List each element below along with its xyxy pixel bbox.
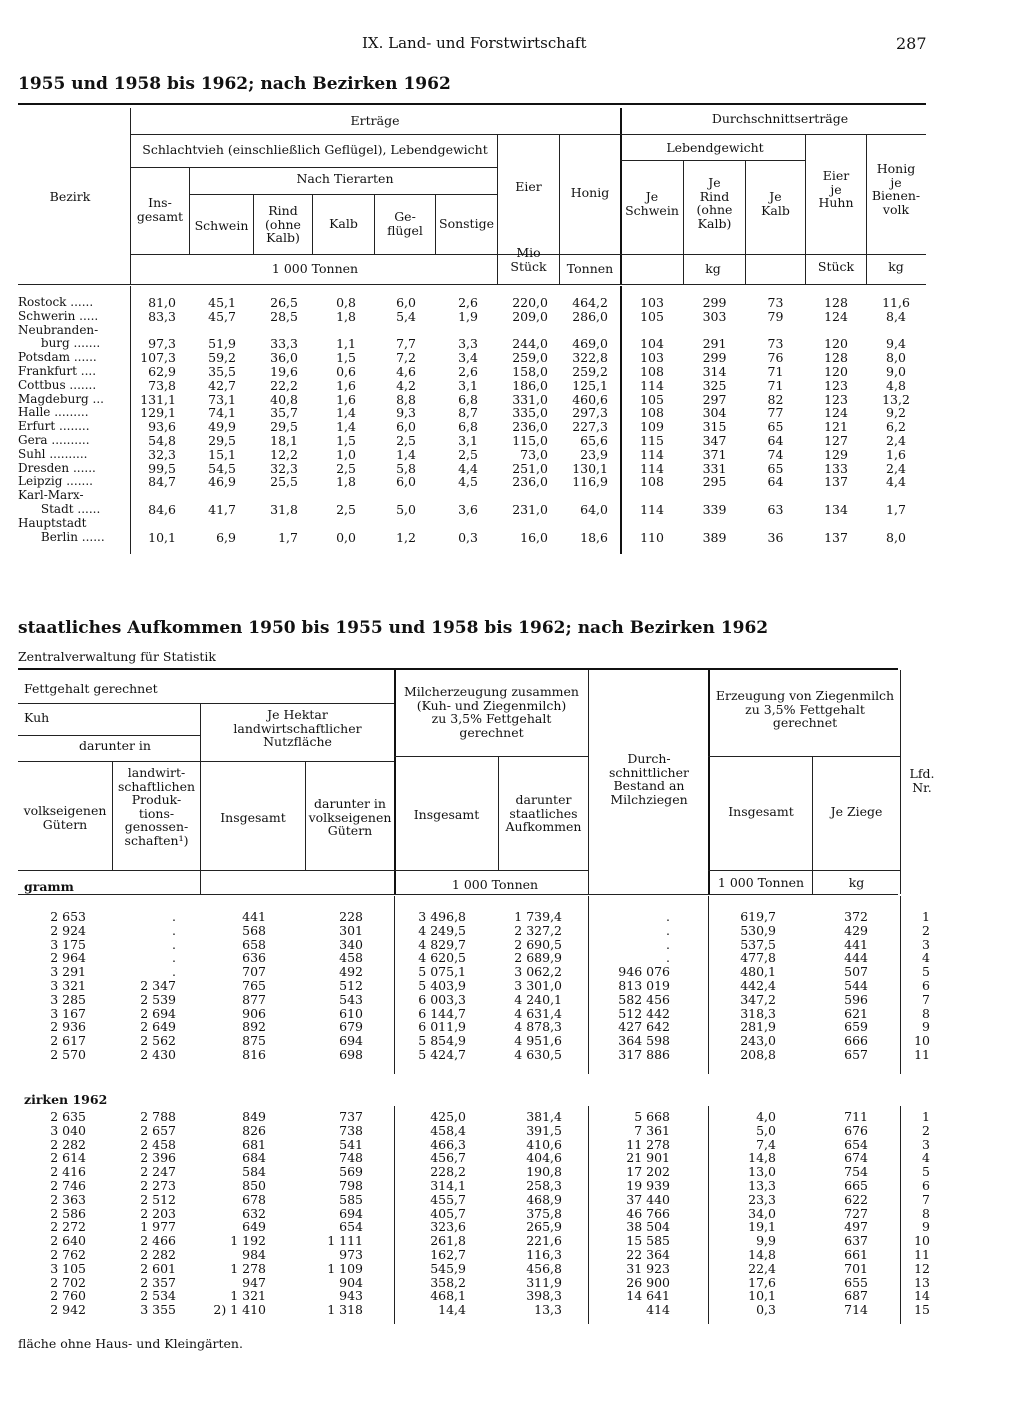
col-staatliches-aufkommen: darunter staatliches Aufkommen [505, 792, 582, 834]
years-kuh-values: 2 653 2 924 3 175 2 964 3 291 3 321 3 285 3 167 2 936 2 617 2 570 [50, 909, 86, 1062]
section-bezirke-1962: zirken 1962 [24, 1092, 108, 1107]
col-je-rind-values: 299 303 291 299 314 325 297 304 315 347 371 331 295 339 389 [702, 295, 727, 545]
districts-je-ha-values: 849 826 681 684 584 850 678 632 649 1 192 984 1 278 947 1 321 2) 1 410 [213, 1109, 266, 1318]
col-gefluegel: Ge- flügel [387, 209, 423, 238]
table2-top-rule [18, 668, 898, 670]
years-bestand-values: . . . . 946 076 813 019 582 456 512 442 427 642 364 598 317 886 [618, 909, 670, 1062]
years-milch-values: 3 496,8 4 249,5 4 829,7 4 620,5 5 075,1 5 403,9 6 003,3 6 144,7 6 011,9 5 854,9 5 424,7 [418, 909, 466, 1062]
years-ziege-ins-values: 619,7 530,9 537,5 477,8 480,1 442,4 347,2 318,3 281,9 243,0 208,8 [740, 909, 776, 1062]
col-gefluegel-values: 6,0 5,4 7,7 7,2 4,6 4,2 8,8 9,3 6,0 2,5 1,4 5,8 6,0 5,0 1,2 [396, 295, 416, 545]
col-je-hektar: Je Hektar landwirtschaftlicher Nutzfläche [233, 707, 362, 749]
districts-je-ha-veg-values: 737 738 541 748 569 798 585 694 654 1 111 973 1 109 904 943 1 318 [327, 1109, 363, 1318]
districts-milch-values: 425,0 458,4 466,3 456,7 228,2 314,1 455,7 405,7 323,6 261,8 162,7 545,9 358,2 468,1 14,4 [430, 1109, 466, 1318]
col-eier-je-huhn-values: 128 124 120 128 120 123 123 124 121 127 129 133 137 134 137 [824, 295, 848, 545]
col-kuh: Kuh [24, 710, 50, 725]
col-kalb-values: 0,8 1,8 1,1 1,5 0,6 1,6 1,6 1,4 1,4 1,5 1,0 2,5 1,8 2,5 0,0 [336, 295, 356, 545]
col-je-ha-volkseigen: darunter in volkseigenen Gütern [308, 796, 392, 838]
districts-staatl-values: 381,4 391,5 410,6 404,6 190,8 258,3 468,9 375,8 265,9 221,6 116,3 456,8 311,9 398,3 13,3 [526, 1109, 562, 1318]
col-honig-je-volk-values: 11,6 8,4 9,4 8,0 9,0 4,8 13,2 9,2 6,2 2,4 1,6 2,4 4,4 1,7 8,0 [882, 295, 910, 545]
table1-title: 1955 und 1958 bis 1962; nach Bezirken 1962 [18, 74, 451, 94]
table2-title: staatliches Aufkommen 1950 bis 1955 und 1958 bis 1962; nach Bezirken 1962 [18, 618, 769, 638]
col-je-ha-insgesamt: Insgesamt [220, 810, 286, 825]
col-darunter-in: darunter in [79, 738, 151, 753]
col-je-kalb: Je Kalb [761, 189, 790, 218]
years-lpg-values: . . . . . 2 347 2 539 2 694 2 649 2 562 2 430 [140, 909, 176, 1062]
col-nach-tierarten: Nach Tierarten [296, 171, 394, 186]
page-number: 287 [896, 34, 927, 53]
col-milch-insgesamt: Insgesamt [413, 807, 480, 822]
col-eier-je-huhn: Eier je Huhn [818, 168, 854, 210]
years-staatl-values: 1 739,4 2 327,2 2 690,5 2 689,9 3 062,2 3 301,0 4 240,1 4 631,4 4 878,3 4 951,6 4 630,5 [514, 909, 562, 1062]
districts-ziege-ins-values: 4,0 5,0 7,4 14,8 13,0 13,3 23,3 34,0 19,1 9,9 14,8 22,4 17,6 10,1 0,3 [748, 1109, 776, 1318]
unit-1000-tonnen-ziege: 1 000 Tonnen [717, 875, 805, 890]
col-honig-values: 464,2 286,0 469,0 322,8 259,2 125,1 460,6 297,3 227,3 65,6 23,9 130,1 116,9 64,0 18,6 [572, 295, 608, 545]
unit-1000-tonnen: 1 000 Tonnen [271, 261, 359, 276]
col-ertraege: Erträge [350, 113, 400, 128]
table2-subtitle: Zentralverwaltung für Statistik [18, 649, 216, 664]
col-je-schwein-values: 103 105 104 103 108 114 105 108 109 115 114 114 108 114 110 [640, 295, 664, 545]
col-honig-je-volk: Honig je Bienen- volk [871, 161, 921, 217]
years-lfd-values: 1 2 3 4 5 6 7 8 9 10 11 [914, 909, 930, 1062]
col-insgesamt-values: 81,0 83,3 97,3 107,3 62,9 73,8 131,1 129,1 93,6 54,8 32,3 99,5 84,7 84,6 10,1 [140, 295, 176, 545]
unit-kg: kg [705, 261, 721, 276]
districts-bestand-values: 5 668 7 361 11 278 21 901 17 202 19 939 37 440 46 766 38 504 15 585 22 364 31 923 26 900 14 641 414 [626, 1109, 670, 1318]
districts-lfd-values: 1 2 3 4 5 6 7 8 9 10 11 12 13 14 15 [914, 1109, 930, 1318]
col-je-kalb-values: 73 79 73 76 71 71 82 77 65 64 74 65 64 63 36 [767, 295, 784, 545]
col-je-ziege: Je Ziege [830, 804, 883, 819]
col-lfd-nr: Lfd. Nr. [909, 766, 935, 795]
unit-kg-ziege: kg [848, 875, 865, 890]
col-ziegenmilch: Erzeugung von Ziegenmilch zu 3,5% Fettgehalt gerechnet [715, 688, 895, 730]
col-milcherzeugung: Milcherzeugung zusammen (Kuh- und Ziegenmilch) zu 3,5% Fettgehalt gerechnet [404, 684, 579, 740]
col-eier-values: 220,0 209,0 244,0 259,0 158,0 186,0 331,0 335,0 236,0 115,0 73,0 251,0 236,0 231,0 16,0 [512, 295, 548, 545]
col-sonstige-values: 2,6 1,9 3,3 3,4 2,6 3,1 6,8 8,7 6,8 3,1 2,5 4,4 4,5 3,6 0,3 [458, 295, 478, 545]
unit-gramm: gramm [24, 879, 74, 894]
unit-kg-honig: kg [888, 259, 904, 274]
col-eier: Eier [515, 179, 542, 194]
unit-mio-stueck: Mio Stück [510, 245, 547, 274]
running-header: IX. Land- und Forstwirtschaft [362, 34, 587, 52]
unit-stueck: Stück [817, 259, 855, 274]
years-je-ha-values: 441 568 658 636 707 765 877 906 892 875 816 [242, 909, 266, 1062]
bezirk-names: Rostock ...... Schwerin ..... Neubranden- burg ....... Potsdam ...... Frankfurt .... Cottbus ....... Magdeburg ... Halle ......... Erfurt ........ Gera .......... Suhl .......... Dresden ...... Leipzig ....... Karl-Marx- Stadt ...... Hauptstadt Berlin ...... [18, 295, 105, 544]
col-lpg: landwirt- schaftlichen Produk- tions- genossen- schaften¹) [117, 765, 196, 848]
col-sonstige: Sonstige [439, 216, 494, 231]
table1-top-rule [18, 103, 926, 105]
col-bezirk: Bezirk [49, 189, 91, 204]
col-fettgehalt: Fettgehalt gerechnet [24, 681, 158, 696]
col-schwein: Schwein [194, 218, 249, 233]
districts-kuh-values: 2 635 3 040 2 282 2 614 2 416 2 746 2 363 2 586 2 272 2 640 2 762 3 105 2 702 2 760 2 942 [50, 1109, 86, 1318]
col-insgesamt: Ins- gesamt [136, 195, 184, 224]
districts-je-ziege-values: 711 676 654 674 754 665 622 727 497 637 661 701 655 687 714 [844, 1109, 868, 1318]
col-volkseigenen: volkseigenen Gütern [23, 803, 107, 832]
col-je-rind: Je Rind (ohne Kalb) [696, 175, 733, 231]
unit-tonnen: Tonnen [566, 261, 614, 276]
districts-lpg-values: 2 788 2 657 2 458 2 396 2 247 2 273 2 512 2 203 1 977 2 466 2 282 2 601 2 357 2 534 3 355 [140, 1109, 176, 1318]
col-durchschnitt: Durchschnittserträge [711, 111, 849, 126]
col-rind: Rind (ohne Kalb) [265, 203, 301, 245]
col-lebendgewicht: Lebendgewicht [666, 140, 764, 155]
col-rind-values: 26,5 28,5 33,3 36,0 19,6 22,2 40,8 35,7 29,5 18,1 12,2 32,3 25,5 31,8 1,7 [270, 295, 298, 545]
years-je-ha-veg-values: 228 301 340 458 492 512 543 610 679 694 698 [339, 909, 363, 1062]
unit-1000-tonnen-milch: 1 000 Tonnen [451, 877, 539, 892]
col-kalb: Kalb [329, 216, 358, 231]
col-bestand-milchziegen: Durch- schnittlicher Bestand an Milchziegen [609, 751, 689, 807]
col-ziegenmilch-insgesamt: Insgesamt [728, 804, 794, 819]
years-je-ziege-values: 372 429 441 444 507 544 596 621 659 666 657 [844, 909, 868, 1062]
footnote: fläche ohne Haus- und Kleingärten. [18, 1336, 243, 1351]
col-schlachtvieh: Schlachtvieh (einschließlich Geflügel), Lebendgewicht [142, 142, 488, 157]
col-honig: Honig [570, 185, 610, 200]
col-je-schwein: Je Schwein [625, 189, 679, 218]
col-schwein-values: 45,1 45,7 51,9 59,2 35,5 42,7 73,1 74,1 49,9 29,5 15,1 54,5 46,9 41,7 6,9 [208, 295, 236, 545]
